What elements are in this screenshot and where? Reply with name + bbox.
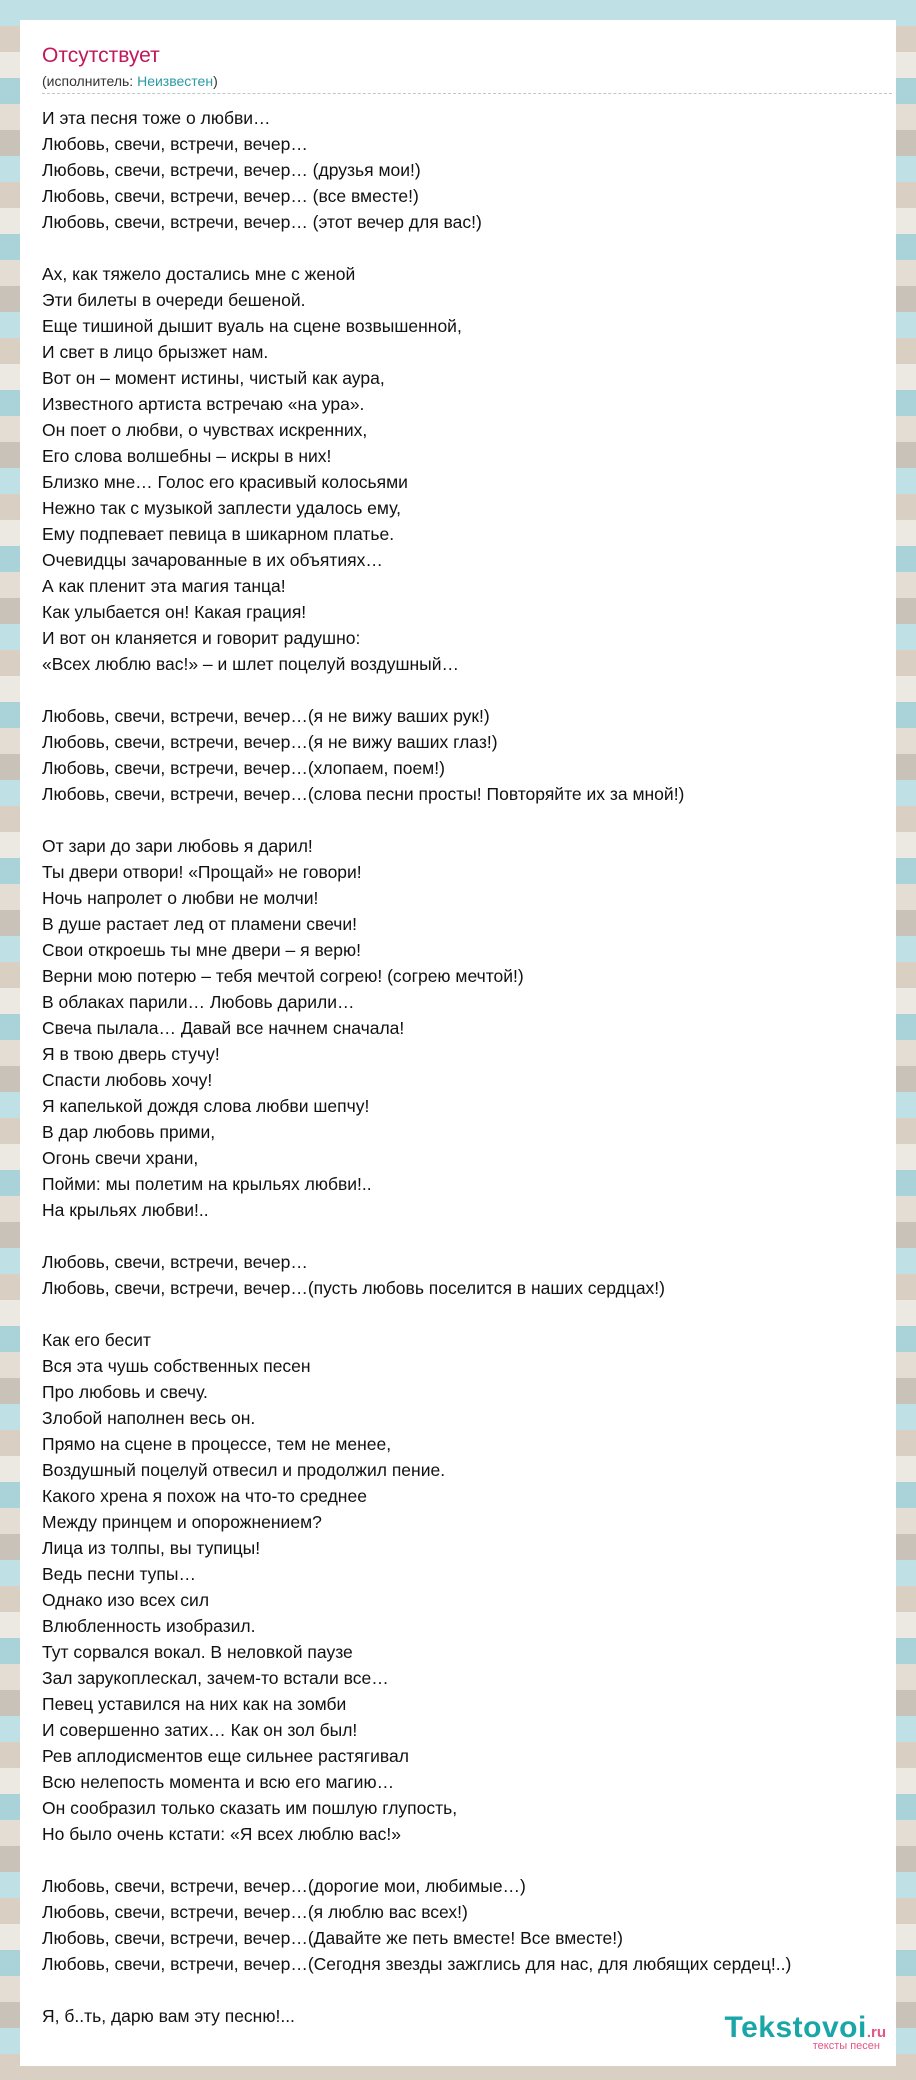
lyric-line: Любовь, свечи, встречи, вечер… (друзья мои!): [42, 160, 421, 180]
lyric-line: Любовь, свечи, встречи, вечер… (все вместе!): [42, 186, 419, 206]
stanza-gap: [42, 1223, 896, 1249]
lyric-line: Но было очень кстати: «Я всех люблю вас!»: [42, 1824, 401, 1844]
lyric-line: Воздушный поцелуй отвесил и продолжил пение.: [42, 1460, 446, 1480]
stanza-gap: [42, 1977, 896, 2003]
lyric-line: Известного артиста встречаю «на ура».: [42, 394, 365, 414]
lyric-line: Еще тишиной дышит вуаль на сцене возвышенной,: [42, 316, 462, 336]
lyric-line: Всю нелепость момента и всю его магию…: [42, 1772, 395, 1792]
lyric-line: Как его бесит: [42, 1330, 151, 1350]
site-logo[interactable]: [725, 2011, 886, 2052]
lyric-line: Любовь, свечи, встречи, вечер…(Давайте же петь вместе! Все вместе!): [42, 1928, 623, 1948]
lyric-line: Вот он – момент истины, чистый как аура,: [42, 368, 385, 388]
lyric-line: Прямо на сцене в процессе, тем не менее,: [42, 1434, 392, 1454]
artist-prefix: (исполнитель:: [42, 73, 138, 89]
logo-tagline: тексты песен: [812, 2040, 880, 2052]
lyric-line: Ему подпевает певица в шикарном платье.: [42, 524, 395, 544]
lyrics-card: [20, 20, 896, 2066]
logo-domain: .ru: [866, 2024, 886, 2041]
lyric-line: Влюбленность изобразил.: [42, 1616, 256, 1636]
lyric-line: Вся эта чушь собственных песен: [42, 1356, 311, 1376]
lyric-line: Ночь напролет о любви не молчи!: [42, 888, 319, 908]
lyric-line: Любовь, свечи, встречи, вечер…: [42, 1252, 308, 1272]
lyric-line: Какого хрена я похож на что-то среднее: [42, 1486, 367, 1506]
artist-suffix: ): [213, 73, 218, 89]
lyric-line: Я, б..ть, дарю вам эту песню!...: [42, 2006, 295, 2026]
lyric-line: Зал зарукоплескал, зачем-то встали все…: [42, 1668, 389, 1688]
lyric-line: Певец уставился на них как на зомби: [42, 1694, 347, 1714]
lyric-line: «Всех люблю вас!» – и шлет поцелуй воздушный…: [42, 654, 460, 674]
lyric-line: Спасти любовь хочу!: [42, 1070, 213, 1090]
lyric-line: Он сообразил только сказать им пошлую глупость,: [42, 1798, 458, 1818]
lyric-line: Любовь, свечи, встречи, вечер…(я не вижу ваших рук!): [42, 706, 490, 726]
lyric-line: Верни мою потерю – тебя мечтой согрею! (согрею мечтой!): [42, 966, 524, 986]
lyric-line: Эти билеты в очереди бешеной.: [42, 290, 306, 310]
lyric-line: Я в твою дверь стучу!: [42, 1044, 220, 1064]
lyric-line: Любовь, свечи, встречи, вечер…(я люблю вас всех!): [42, 1902, 468, 1922]
lyric-line: И вот он кланяется и говорит радушно:: [42, 628, 361, 648]
stanza-gap: [42, 1847, 896, 1873]
lyric-line: Нежно так с музыкой заплести удалось ему,: [42, 498, 402, 518]
lyric-line: Огонь свечи храни,: [42, 1148, 199, 1168]
lyric-line: Рев аплодисментов еще сильнее растягивал: [42, 1746, 409, 1766]
lyric-line: Он поет о любви, о чувствах искренних,: [42, 420, 368, 440]
lyric-line: Очевидцы зачарованные в их объятиях…: [42, 550, 383, 570]
lyric-line: Как улыбается он! Какая грация!: [42, 602, 307, 622]
lyric-line: В душе растает лед от пламени свечи!: [42, 914, 358, 934]
lyric-line: Лица из толпы, вы тупицы!: [42, 1538, 261, 1558]
lyric-line: Любовь, свечи, встречи, вечер…: [42, 134, 308, 154]
lyric-line: Любовь, свечи, встречи, вечер… (этот вечер для вас!): [42, 212, 482, 232]
stanza-gap: [42, 1301, 896, 1327]
lyric-line: В облаках парили… Любовь дарили…: [42, 992, 355, 1012]
lyric-line: Между принцем и опорожнением?: [42, 1512, 322, 1532]
stanza-gap: [42, 807, 896, 833]
lyric-line: Ведь песни тупы…: [42, 1564, 196, 1584]
lyric-line: Тут сорвался вокал. В неловкой паузе: [42, 1642, 353, 1662]
lyric-line: Любовь, свечи, встречи, вечер…(дорогие мои, любимые…): [42, 1876, 526, 1896]
logo-main-text: Tekstovoi: [724, 2011, 867, 2044]
lyric-line: Любовь, свечи, встречи, вечер…(пусть любовь поселится в наших сердцах!): [42, 1278, 666, 1298]
lyric-line: Свеча пылала… Давай все начнем сначала!: [42, 1018, 405, 1038]
lyric-line: Близко мне… Голос его красивый колосьями: [42, 472, 408, 492]
artist-link[interactable]: Неизвестен: [137, 73, 214, 89]
artist-line: [42, 73, 218, 89]
lyric-line: И совершенно затих… Как он зол был!: [42, 1720, 358, 1740]
lyric-line: Любовь, свечи, встречи, вечер…(Сегодня звезды зажглись для нас, для любящих сердец!..): [42, 1954, 792, 1974]
lyric-line: Про любовь и свечу.: [42, 1382, 208, 1402]
lyric-line: Однако изо всех сил: [42, 1590, 210, 1610]
lyric-line: Ах, как тяжело достались мне с женой: [42, 264, 356, 284]
lyric-line: На крыльях любви!..: [42, 1200, 209, 1220]
lyric-line: И эта песня тоже о любви…: [42, 108, 271, 128]
lyric-line: Его слова волшебны – искры в них!: [42, 446, 332, 466]
lyric-line: И свет в лицо брызжет нам.: [42, 342, 269, 362]
lyric-line: Ты двери отвори! «Прощай» не говори!: [42, 862, 362, 882]
stanza-gap: [42, 235, 896, 261]
lyric-line: Свои откроешь ты мне двери – я верю!: [42, 940, 361, 960]
stanza-gap: [42, 677, 896, 703]
lyric-line: Любовь, свечи, встречи, вечер…(слова песни просты! Повторяйте их за мной!): [42, 784, 685, 804]
lyric-line: В дар любовь прими,: [42, 1122, 216, 1142]
lyric-line: Злобой наполнен весь он.: [42, 1408, 256, 1428]
title-divider: [42, 93, 892, 94]
lyric-line: Я капелькой дождя слова любви шепчу!: [42, 1096, 370, 1116]
lyric-line: Любовь, свечи, встречи, вечер…(я не вижу ваших глаз!): [42, 732, 498, 752]
lyric-line: Любовь, свечи, встречи, вечер…(хлопаем, поем!): [42, 758, 445, 778]
lyric-line: А как пленит эта магия танца!: [42, 576, 286, 596]
lyrics-text: [42, 105, 896, 2029]
lyric-line: От зари до зари любовь я дарил!: [42, 836, 313, 856]
song-title: Отсутствует: [42, 44, 160, 67]
lyric-line: Пойми: мы полетим на крыльях любви!..: [42, 1174, 372, 1194]
